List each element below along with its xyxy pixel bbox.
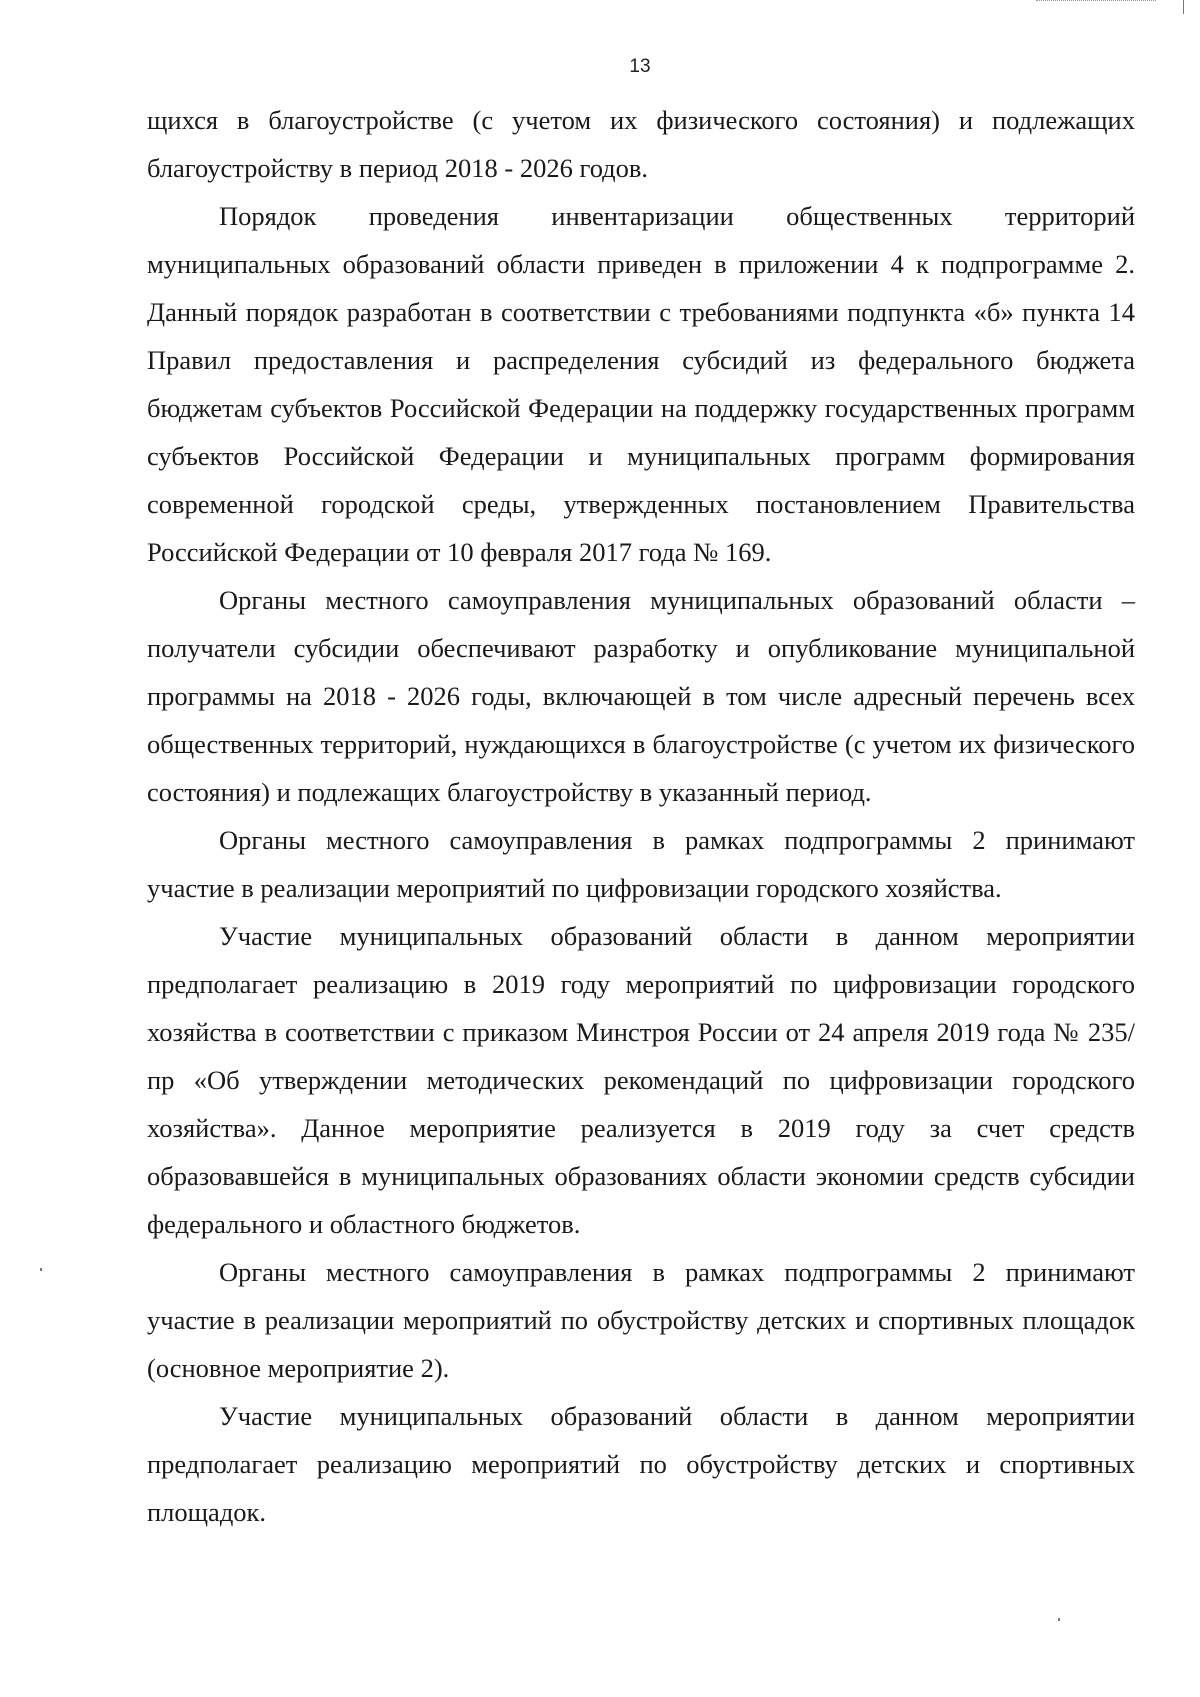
paragraph-inventory-procedure: Порядок проведения инвентаризации общественных территорий муниципальных образований области приведен в приложении 4 к подпрограмме 2. Данный порядок разработан в соответствии с требованиями подпункта «б» пункта 14 Правил предоставления и распределения субсидий из федерального бюджета бюджетам субъектов Российской Федерации на поддержку государственных программ субъектов Российской Федерации и муниципальных программ формирования современной городской среды, утвержденных постановлением Правительства Российской Федерации от 10 февраля 2017 года № 169. [147, 201, 1135, 567]
paragraph-local-authorities-program: Органы местного самоуправления муниципальных образований области – получатели субсидии обеспечивают разработку и опубликование муниципальной программы на 2018 - 2026 годы, включающей в том числе адресный перечень всех общественных территорий, нуждающихся в благоустройстве (с учетом их физического состояния) и подлежащих благоустройству в указанный период. [147, 585, 1135, 807]
scan-speck [40, 1268, 42, 1271]
scan-speck [1058, 1618, 1060, 1621]
paragraph-digitalization-details: Участие муниципальных образований области в данном мероприятии предполагает реализацию в 2019 году мероприятий по цифровизации городского хозяйства в соответствии с приказом Минстроя России от 24 апреля 2019 года № 235/пр «Об утверждении методических рекомендаций по цифровизации городского хозяйства». Данное мероприятие реализуется в 2019 году за счет средств образовавшейся в муниципальных образованиях области экономии средств субсидии федерального и областного бюджетов. [147, 921, 1135, 1239]
paragraph-continuation: щихся в благоустройстве (с учетом их физического состояния) и подлежащих благоустройству в период 2018 - 2026 годов. [147, 105, 1135, 183]
document-body [147, 96, 1135, 1536]
paragraph-digitalization-participation: Органы местного самоуправления в рамках подпрограммы 2 принимают участие в реализации мероприятий по цифровизации городского хозяйства. [147, 825, 1135, 903]
paragraph-playgrounds-details: Участие муниципальных образований области в данном мероприятии предполагает реализацию мероприятий по обустройству детских и спортивных площадок. [147, 1401, 1135, 1527]
scan-edge-mark [1036, 0, 1156, 3]
paragraph-playgrounds-participation: Органы местного самоуправления в рамках подпрограммы 2 принимают участие в реализации мероприятий по обустройству детских и спортивных площадок (основное мероприятие 2). [147, 1257, 1135, 1383]
page-number: 13 [629, 56, 651, 77]
scan-edge-tick [1183, 0, 1184, 14]
